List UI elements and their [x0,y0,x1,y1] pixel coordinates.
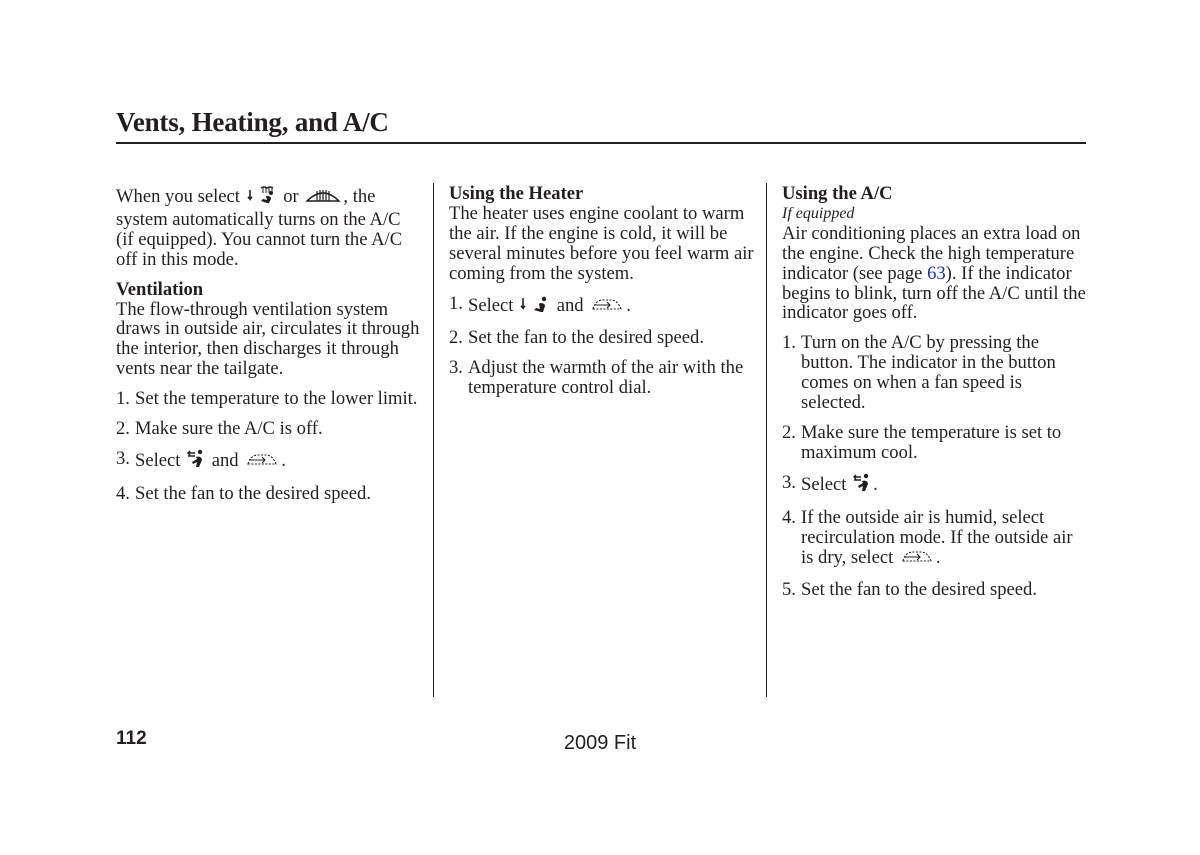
fresh-air-mode-icon [900,548,934,571]
list-item: 2. Set the fan to the desired speed. [449,327,704,349]
dash-vent-mode-icon [187,449,205,474]
column-3 [782,184,1087,610]
list-item: 2. Make sure the A/C is off. [116,418,323,440]
page-reference-link[interactable]: 63 [927,262,946,284]
ac-subheading: If equipped [782,204,855,222]
floor-mode-icon [520,294,550,319]
ventilation-body: The flow-through ventilation system draws in outside air, circulates it through the interior, then discharges it through vents near the tailgate. [116,298,420,380]
list-item: 4. If the outside air is humid, select recirculation mode. If the outside air is dry, select . [782,508,1087,571]
windshield-defrost-icon [305,185,341,210]
page-title: Vents, Heating, and A/C [116,107,389,137]
ac-section: Using the A/C If equipped Air conditioning places an extra load on the engine. Check the high temperature indicator (see page 63). If the indicator begins to blink, turn off the A/C until the indicator goes off. [782,183,1086,324]
heater-section [449,184,754,284]
page-number: 112 [116,728,147,749]
footer-model: 2009 Fit [563,732,637,754]
ac-heading: Using the A/C [782,183,893,204]
column-divider [433,183,434,697]
heater-body: The heater uses engine coolant to warm the air. If the engine is cold, it will be several minutes before you feel warm air coming from the system. [449,202,754,284]
dash-vent-mode-icon [853,473,871,498]
list-item: 4. Set the fan to the desired speed. [116,482,371,504]
list-item: 2. Make sure the temperature is set to maximum cool. [782,421,1062,463]
list-item: 3. Select and . [116,449,421,474]
fresh-air-mode-icon [590,296,624,319]
title-divider [116,142,1086,144]
fresh-air-mode-icon [245,451,279,474]
list-item: 1. Select and . [449,294,754,319]
column-2 [449,184,754,408]
ventilation-heading: Ventilation [116,278,204,300]
list-item: 1. Turn on the A/C by pressing the button. The indicator in the button comes on when a fan speed is selected. [782,332,1056,414]
list-item: 1. Set the temperature to the lower limit. [116,388,418,410]
intro-paragraph: When you select or , the system automatically turns on the A/C (if equipped). You cannot turn the A/C off in this mode. [116,186,403,270]
column-1 [116,185,421,514]
ventilation-section [116,280,421,380]
heater-heading: Using the Heater [449,183,584,204]
floor-and-defrost-mode-icon [247,185,277,210]
list-item: 3. Select . [782,473,1087,498]
list-item: 5. Set the fan to the desired speed. [782,579,1037,601]
list-item: 3. Adjust the warmth of the air with the temperature control dial. [449,357,744,399]
column-divider [766,183,767,697]
